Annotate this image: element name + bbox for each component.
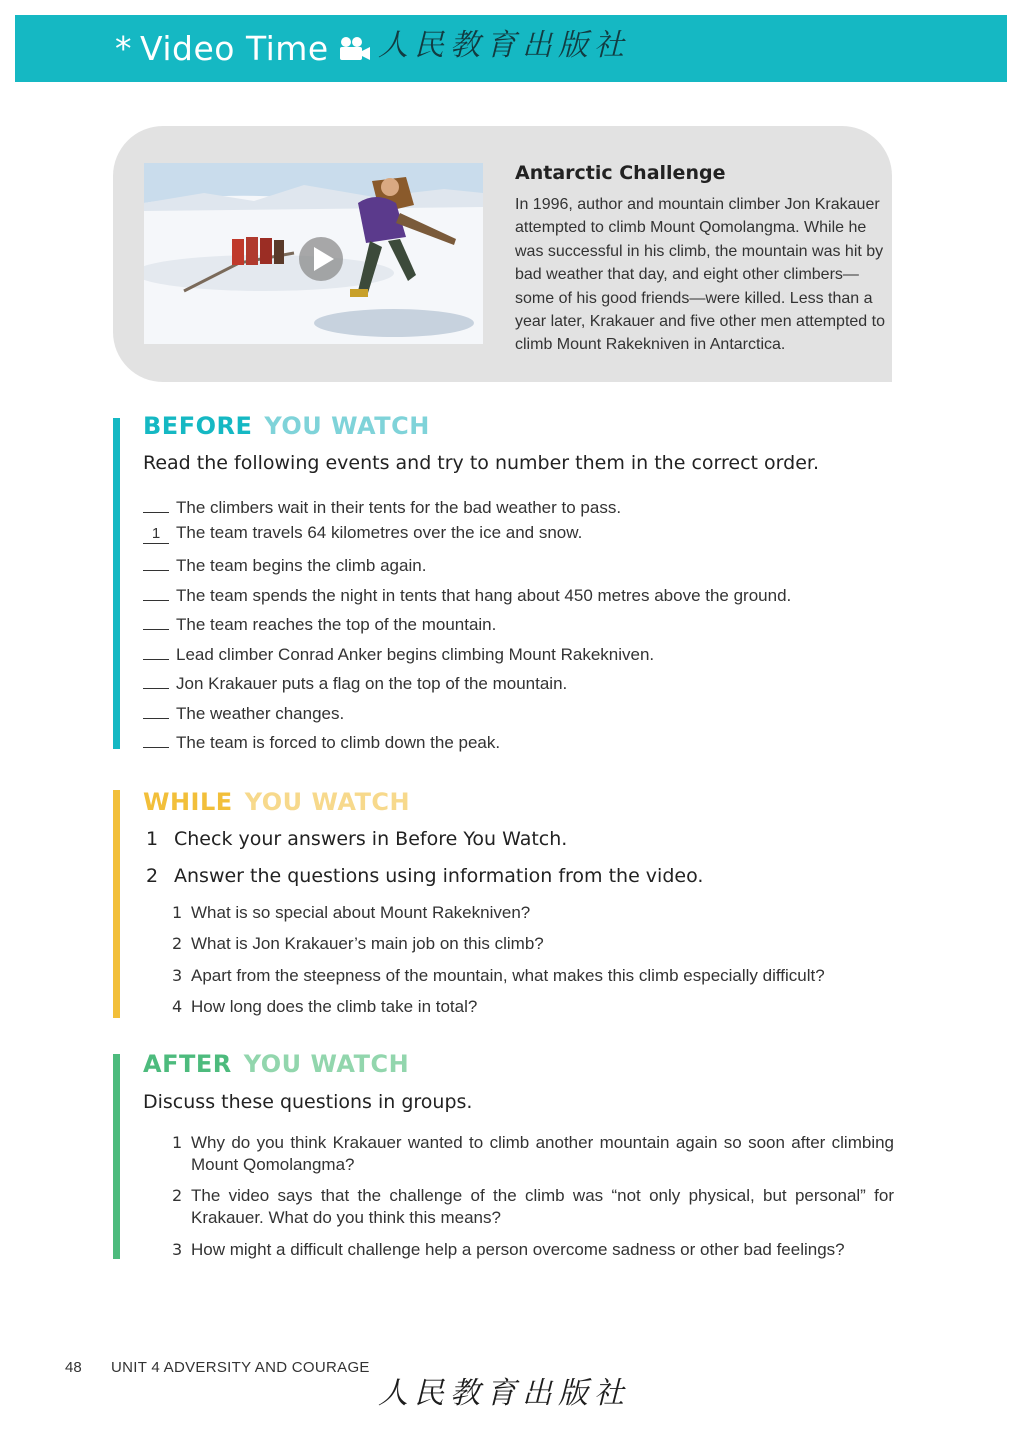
answer-blank[interactable]: 1	[143, 525, 169, 544]
before-section-bar	[113, 418, 120, 749]
question-text: What is Jon Krakauer’s main job on this climb?	[191, 934, 544, 953]
video-camera-icon	[337, 36, 371, 62]
section-title-text: Video Time	[140, 29, 329, 68]
event-text: The team travels 64 kilometres over the ice and snow.	[176, 523, 583, 542]
event-text: The team is forced to climb down the peak.	[176, 733, 501, 752]
event-text: The team begins the climb again.	[176, 556, 427, 575]
question-number: 1	[172, 1133, 183, 1152]
while-heading	[143, 788, 410, 816]
page-number: 48	[65, 1359, 82, 1376]
star-mark: *	[115, 29, 132, 68]
while-heading-word2: YOU WATCH	[244, 788, 411, 816]
event-text: The weather changes.	[176, 704, 345, 723]
after-heading-word2: YOU WATCH	[243, 1050, 410, 1078]
event-item	[143, 582, 791, 606]
while-section-bar	[113, 790, 120, 1018]
unit-title: UNIT 4 ADVERSITY AND COURAGE	[111, 1359, 370, 1376]
event-text: Lead climber Conrad Anker begins climbing Mount Rakekniven.	[176, 645, 655, 664]
video-thumbnail[interactable]	[144, 163, 483, 344]
question-text: The video says that the challenge of the climb was “not only physical, but personal” for Krakauer. What do you think this means?	[191, 1186, 894, 1227]
question-text: Why do you think Krakauer wanted to climb another mountain again so soon after climbing Mount Qomolangma?	[191, 1133, 894, 1174]
event-item	[143, 729, 500, 753]
while-question	[172, 903, 530, 923]
question-number: 3	[172, 966, 183, 985]
event-text: The team reaches the top of the mountain.	[176, 615, 497, 634]
while-task	[146, 865, 703, 887]
answer-blank[interactable]	[143, 552, 169, 571]
answer-blank[interactable]	[143, 611, 169, 630]
after-question	[172, 1132, 894, 1176]
event-item	[143, 700, 344, 724]
while-heading-word1: WHILE	[143, 788, 233, 816]
event-text: Jon Krakauer puts a flag on the top of the mountain.	[176, 674, 568, 693]
question-number: 3	[172, 1240, 183, 1259]
while-question	[172, 934, 544, 954]
question-number: 4	[172, 997, 183, 1016]
video-description: In 1996, author and mountain climber Jon Krakauer attempted to climb Mount Qomolangma. While he was successful in his climb, the mountain was hit by bad weather that day, and eight other climbers—some of his good friends—were killed. Less than a year later, Krakauer and five other men attempted to climb Mount Rakekniven in Antarctica.	[515, 196, 885, 354]
event-text: The climbers wait in their tents for the bad weather to pass.	[176, 498, 622, 517]
while-question	[172, 966, 825, 986]
play-icon[interactable]	[144, 163, 483, 344]
event-item	[143, 611, 496, 635]
answer-blank[interactable]	[143, 494, 169, 513]
answer-blank[interactable]	[143, 641, 169, 660]
section-title	[115, 29, 371, 68]
after-instruction: Discuss these questions in groups.	[143, 1091, 473, 1113]
after-question	[172, 1239, 894, 1261]
while-task	[146, 828, 567, 850]
answer-blank[interactable]	[143, 670, 169, 689]
question-text: What is so special about Mount Rakekniven?	[191, 903, 531, 922]
publisher-logo: 人民教育出版社	[378, 28, 630, 63]
event-item	[143, 641, 654, 665]
question-text: How long does the climb take in total?	[191, 997, 478, 1016]
task-number: 2	[146, 865, 159, 887]
answer-blank[interactable]	[143, 700, 169, 719]
after-question	[172, 1185, 894, 1229]
event-text: The team spends the night in tents that hang about 450 metres above the ground.	[176, 586, 792, 605]
before-heading-word2: YOU WATCH	[264, 412, 430, 440]
before-heading	[143, 412, 430, 440]
answer-blank[interactable]	[143, 582, 169, 601]
publisher-logo-footer: 人民教育出版社	[378, 1376, 630, 1411]
question-text: Apart from the steepness of the mountain, what makes this climb especially difficult?	[191, 966, 825, 985]
after-section-bar	[113, 1054, 120, 1259]
question-number: 1	[172, 903, 183, 922]
before-heading-word1: BEFORE	[143, 412, 253, 440]
event-item	[143, 552, 426, 576]
event-item	[143, 494, 621, 518]
task-text: Check your answers in Before You Watch.	[174, 828, 568, 850]
after-heading	[143, 1050, 409, 1078]
after-heading-word1: AFTER	[143, 1050, 232, 1078]
header-banner	[15, 15, 1007, 82]
before-instruction: Read the following events and try to number them in the correct order.	[143, 452, 819, 474]
question-number: 2	[172, 934, 183, 953]
question-number: 2	[172, 1186, 183, 1205]
video-title: Antarctic Challenge	[515, 162, 726, 184]
event-item	[143, 670, 567, 694]
while-question	[172, 997, 477, 1017]
task-number: 1	[146, 828, 159, 850]
event-item	[143, 523, 582, 544]
answer-blank[interactable]	[143, 729, 169, 748]
question-text: How might a difficult challenge help a person overcome sadness or other bad feelings?	[191, 1240, 845, 1259]
task-text: Answer the questions using information from the video.	[174, 865, 704, 887]
